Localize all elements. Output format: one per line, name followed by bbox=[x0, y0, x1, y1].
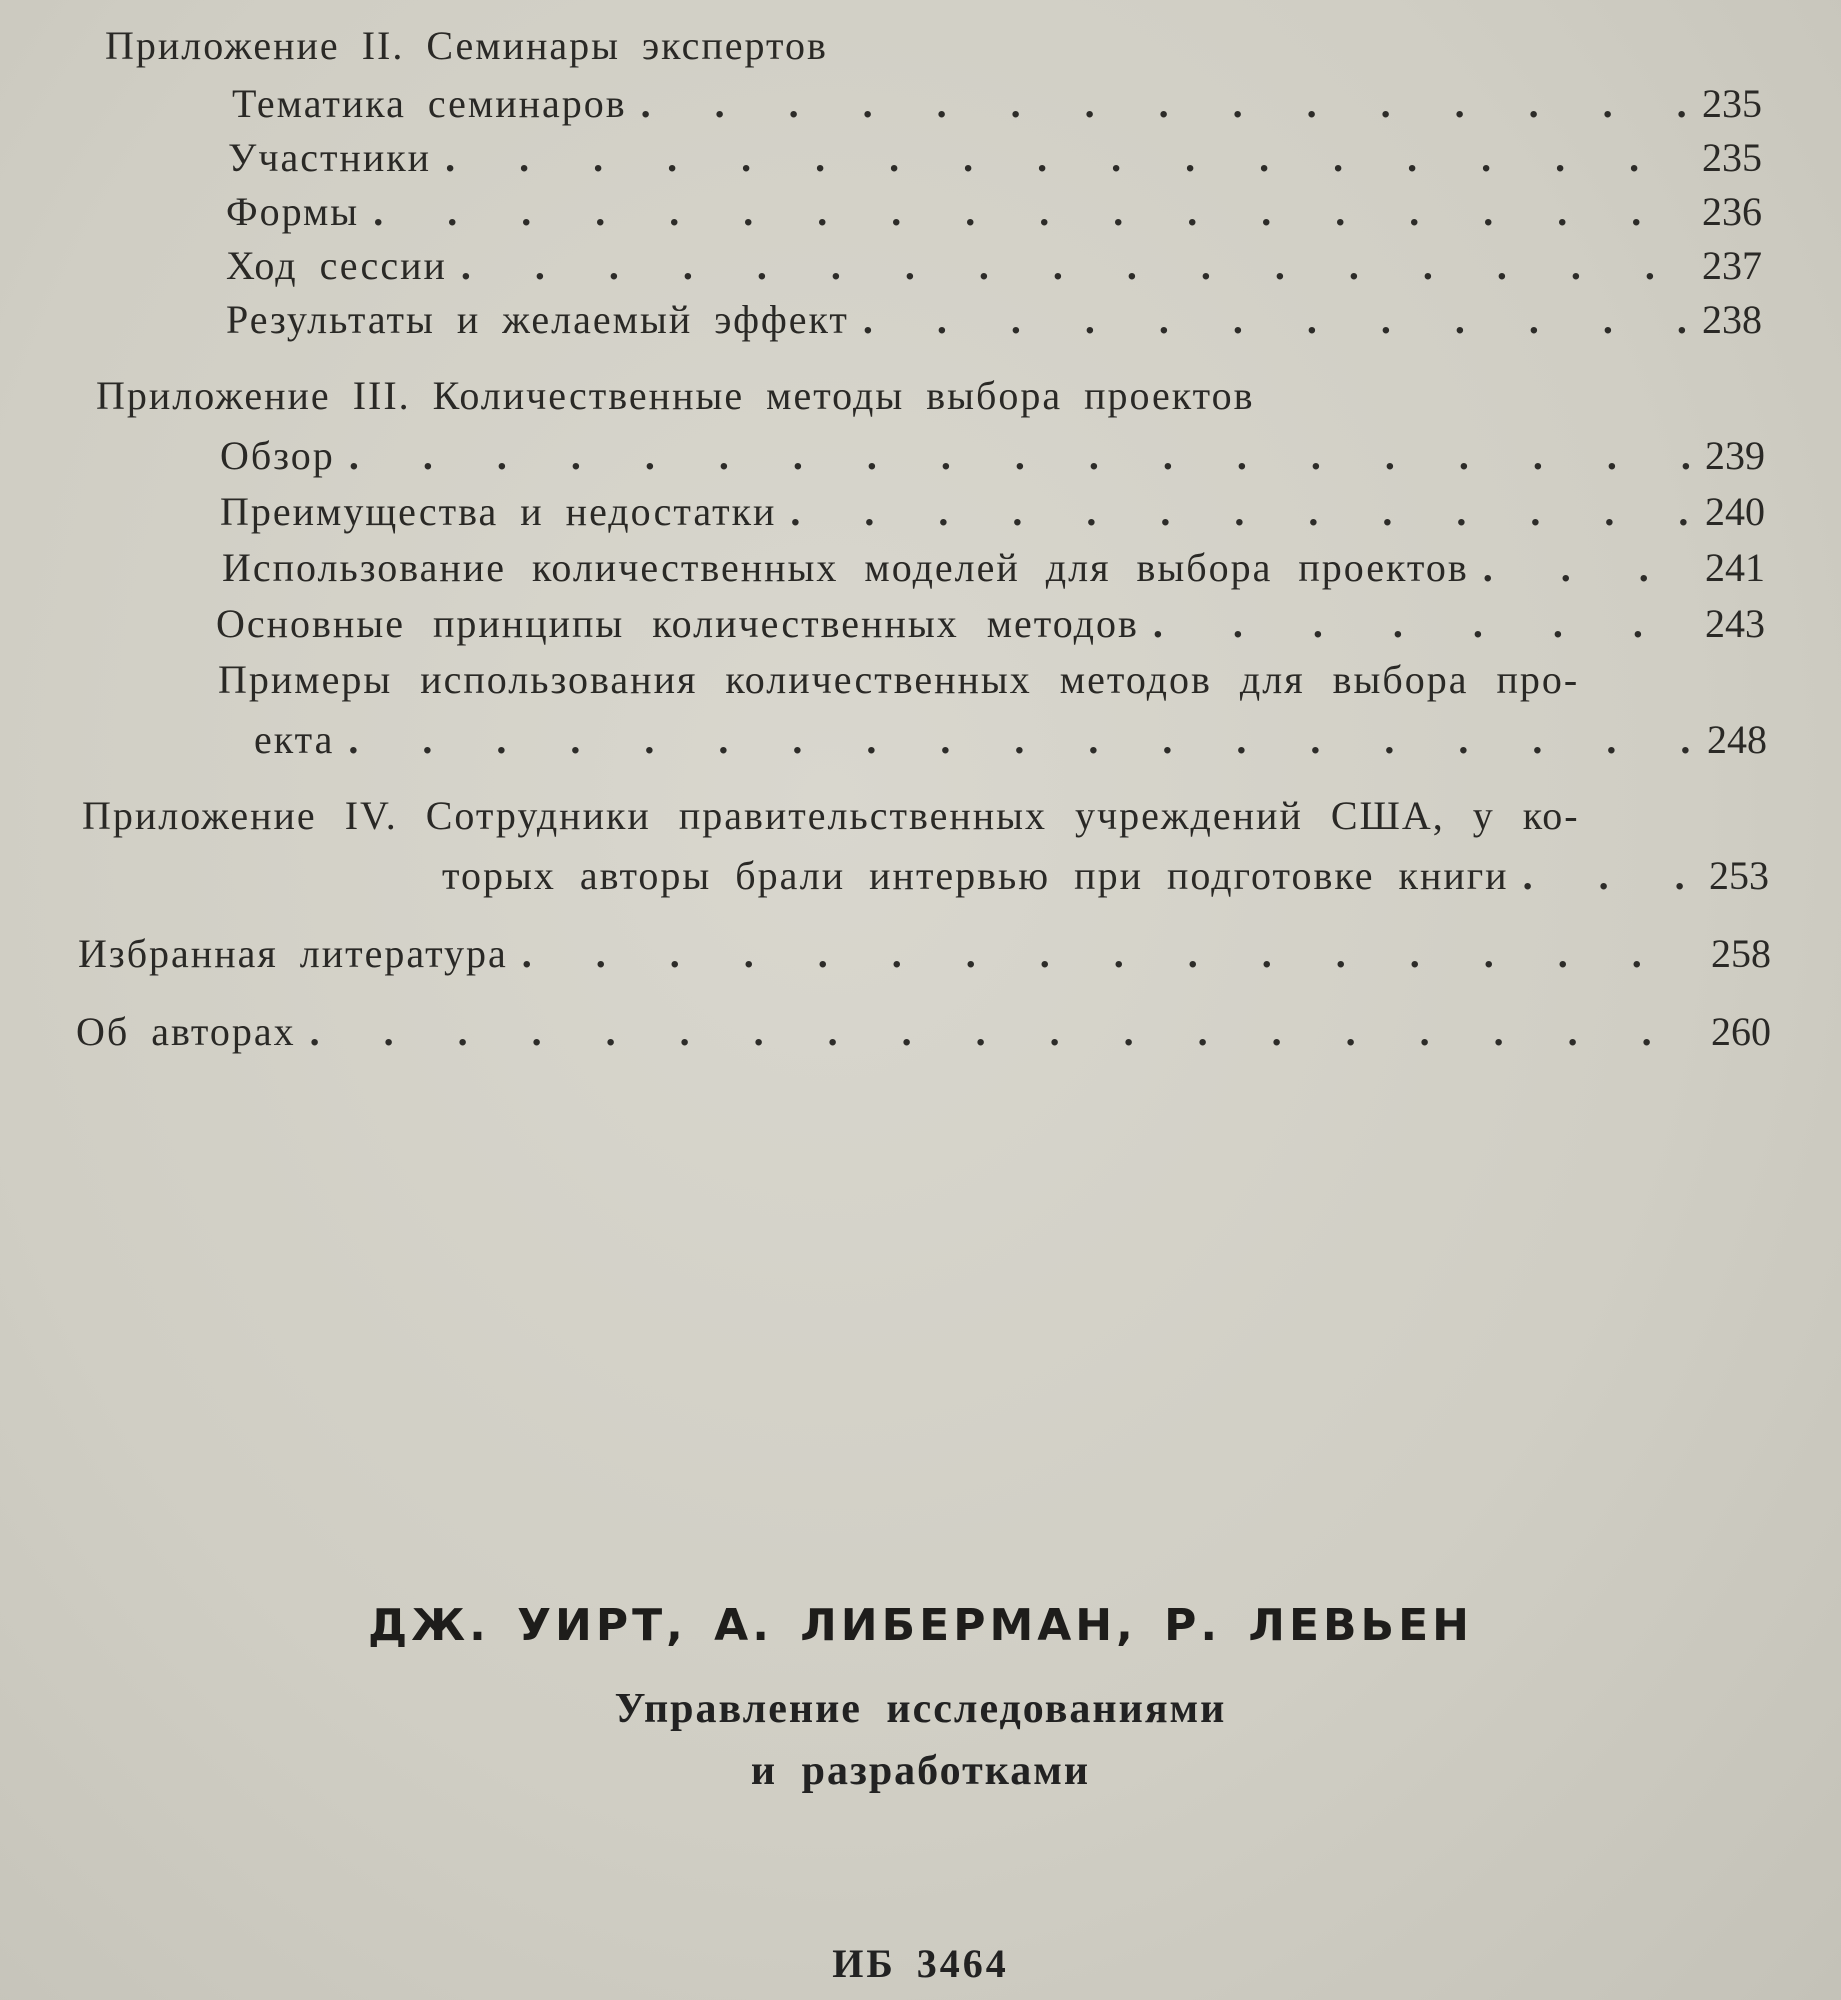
toc-entry bbox=[226, 188, 1762, 236]
toc-entry-label: Обзор bbox=[220, 433, 335, 478]
leader-dots bbox=[627, 80, 1698, 128]
toc-entry-label: Ход сессии bbox=[226, 243, 447, 288]
book-title-line2: и разработками bbox=[750, 1748, 1091, 1794]
toc-page-number: 236 bbox=[1702, 189, 1762, 234]
toc-entry-label: Избранная литература bbox=[78, 931, 508, 976]
book-title-line1: Управление исследованиями bbox=[614, 1686, 1227, 1732]
toc-entry bbox=[442, 852, 1769, 900]
leader-dots bbox=[431, 134, 1698, 182]
toc-page-number: 248 bbox=[1707, 717, 1767, 762]
toc-page-number: 235 bbox=[1702, 135, 1762, 180]
toc-entry-label: Основные принципы количественных методов bbox=[216, 601, 1139, 646]
toc-page-number: 240 bbox=[1705, 489, 1765, 534]
toc-entry bbox=[216, 600, 1765, 648]
toc-entry bbox=[226, 296, 1762, 344]
toc-entry-label: Преимущества и недостатки bbox=[220, 489, 777, 534]
toc-entry bbox=[226, 242, 1762, 290]
toc-page-number: 258 bbox=[1711, 931, 1771, 976]
toc-entry-label-line2: екта bbox=[254, 717, 335, 762]
toc-page-number: 238 bbox=[1702, 297, 1762, 342]
toc-entry bbox=[78, 930, 1771, 978]
leader-dots bbox=[1139, 600, 1701, 648]
toc-entry-label-line1: Примеры использования количественных методов для выбора про- bbox=[218, 657, 1580, 702]
toc-page-number: 241 bbox=[1705, 545, 1765, 590]
toc-entry bbox=[232, 80, 1762, 128]
leader-dots bbox=[334, 716, 1703, 764]
book-authors: ДЖ. УИРТ, А. ЛИБЕРМАН, Р. ЛЕВЬЕН bbox=[368, 1600, 1473, 1651]
leader-dots bbox=[447, 242, 1698, 290]
leader-dots bbox=[335, 432, 1701, 480]
toc-entry bbox=[76, 1008, 1771, 1056]
toc-entry bbox=[220, 432, 1765, 480]
toc-entry bbox=[222, 544, 1765, 592]
toc-entry-label: Тематика семинаров bbox=[232, 81, 627, 126]
appendix4-heading: Приложение IV. Сотрудники правительственных учреждений США, у ко- bbox=[82, 793, 1580, 838]
appendix4-heading-line2: торых авторы брали интервью при подготовке книги bbox=[442, 853, 1509, 898]
ib-number: ИБ 3464 bbox=[832, 1941, 1009, 1986]
toc-entry-label: Использование количественных моделей для выбора проектов bbox=[222, 545, 1469, 590]
leader-dots bbox=[776, 488, 1701, 536]
toc-page-number: 260 bbox=[1711, 1009, 1771, 1054]
leader-dots bbox=[1469, 544, 1701, 592]
toc-page-number: 239 bbox=[1705, 433, 1765, 478]
leader-dots bbox=[1509, 852, 1705, 900]
leader-dots bbox=[849, 296, 1698, 344]
toc-entry-label: Результаты и желаемый эффект bbox=[226, 297, 849, 342]
leader-dots bbox=[359, 188, 1698, 236]
toc-entry bbox=[254, 716, 1767, 764]
toc-entry-label: Об авторах bbox=[76, 1009, 296, 1054]
appendix3-heading: Приложение III. Количественные методы выбора проектов bbox=[96, 373, 1255, 418]
toc-entry bbox=[228, 134, 1762, 182]
toc-page-number: 237 bbox=[1702, 243, 1762, 288]
toc-entry bbox=[220, 488, 1765, 536]
leader-dots bbox=[296, 1008, 1707, 1056]
leader-dots bbox=[508, 930, 1707, 978]
toc-entry-label: Участники bbox=[228, 135, 432, 180]
appendix2-heading: Приложение II. Семинары экспертов bbox=[105, 23, 828, 68]
toc-page-number: 253 bbox=[1709, 853, 1769, 898]
toc-page-number: 235 bbox=[1702, 81, 1762, 126]
toc-page-number: 243 bbox=[1705, 601, 1765, 646]
toc-entry-label: Формы bbox=[226, 189, 360, 234]
